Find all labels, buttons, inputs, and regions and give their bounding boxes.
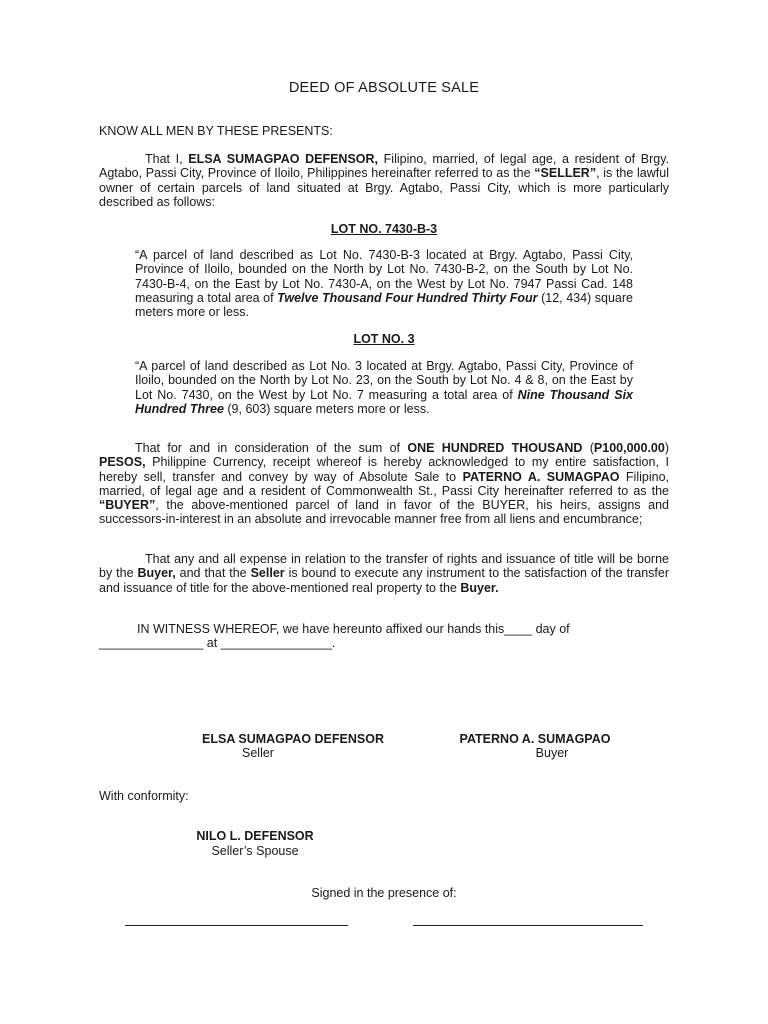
witness-signature-line-left [125,925,348,926]
buyer-tag: “BUYER” [99,498,156,513]
lot1-area-words: Twelve Thousand Four Hundred Thirty Four [277,290,538,305]
seller-signatory-role: Seller [242,746,274,760]
lot2-description [135,359,633,416]
witness-line-1: IN WITNESS WHEREOF, we have hereunto affixed our hands this____ day of [137,622,570,636]
seller-ref: Seller [250,566,285,581]
buyer-signatory-name: PATERNO A. SUMAGPAO [459,732,611,746]
text-span: “A parcel of land described as Lot No. 7430-B-3 located at Brgy. Agtabo, Passi City, Province of Iloilo, bounded on the North by Lot No. 7430-B-2, on the South by Lot No. 7430-B-4, on the East by Lot No. 7430-A, on the West by Lot No. 7947 Passi Cad. 148 measuring a total area of [135,248,633,305]
lot2-heading: LOT NO. 3 [353,332,415,346]
presence-label: Signed in the presence of: [311,886,457,900]
buyer-name: PATERNO A. SUMAGPAO [462,469,620,484]
text-span: , is the lawful owner of certain parcels of land situated at Brgy. Agtabo, Passi City, which is more particularly described as follows: [99,166,669,209]
text-span: “A parcel of land described as Lot No. 3 located at Brgy. Agtabo, Passi City, Province of Iloilo, bounded on the North by Lot No. 23, on the South by Lot No. 4 & 8, on the East by Lot No. 7430, on the West by Lot No. 7 measuring a total area of [135,359,633,402]
text-span: (12, 434) square meters more or less. [135,290,633,320]
text-span: is bound to execute any instrument to the satisfaction of the transfer and issuance of title for the above-mentioned real property to the [99,566,670,595]
text-span: and that the [175,566,251,581]
amount-number: P100,000.00 [593,441,665,455]
amount-words: ONE HUNDRED THOUSAND [407,441,583,455]
spouse-signatory-role: Seller’s Spouse [211,844,299,858]
buyer-signatory-role: Buyer [535,746,569,760]
text-span: That I, [145,152,189,166]
lot1-heading: LOT NO. 7430-B-3 [330,222,438,236]
document-title: DEED OF ABSOLUTE SALE [288,80,480,96]
text-span: That for and in consideration of the sum of [135,441,408,455]
text-span: , the above-mentioned parcel of land in favor of the BUYER, his heirs, assigns and successors-in-interest in an absolute and irrevocable manner free from all liens and encumbrance; [99,498,669,527]
witness-signature-line-right [413,925,643,926]
witness-line-2: _______________ at ________________. [99,636,336,650]
text-span: Filipino, married, of legal age and a resident of Commonwealth St., Passi City hereinafter referred to as the [99,469,669,498]
seller-tag: “SELLER” [534,166,597,181]
lot2-area-words: Nine Thousand Six Hundred Three [135,387,633,416]
text-span: (9, 603) square meters more or less. [223,401,430,416]
seller-signatory-name: ELSA SUMAGPAO DEFENSOR [202,732,384,746]
buyer-ref: Buyer. [460,580,499,595]
paragraph-consideration [99,441,669,527]
paragraph-expenses [99,552,669,595]
text-span: Filipino, married, of legal age, a resident of Brgy. Agtabo, Passi City, Province of Iloilo, Philippines hereinafter referred to as the [99,152,669,181]
conformity-label: With conformity: [99,789,189,803]
buyer-ref: Buyer, [137,566,176,581]
spouse-signatory-name: NILO L. DEFENSOR [196,829,314,843]
text-span: That any and all expense in relation to the transfer of rights and issuance of title will be borne by the [99,552,669,581]
paragraph-seller-ownership [99,152,669,209]
text-span: ( [582,441,594,455]
seller-name: ELSA SUMAGPAO DEFENSOR, [188,152,379,166]
text-span: ) [664,441,669,455]
lot1-description [135,248,633,319]
opening-line: KNOW ALL MEN BY THESE PRESENTS: [99,124,333,138]
pesos-label: PESOS, [99,455,146,470]
text-span: Philippine Currency, receipt whereof is hereby acknowledged to my entire satisfaction, I hereby sell, transfer and convey by way of Absolute Sale to [99,455,669,484]
